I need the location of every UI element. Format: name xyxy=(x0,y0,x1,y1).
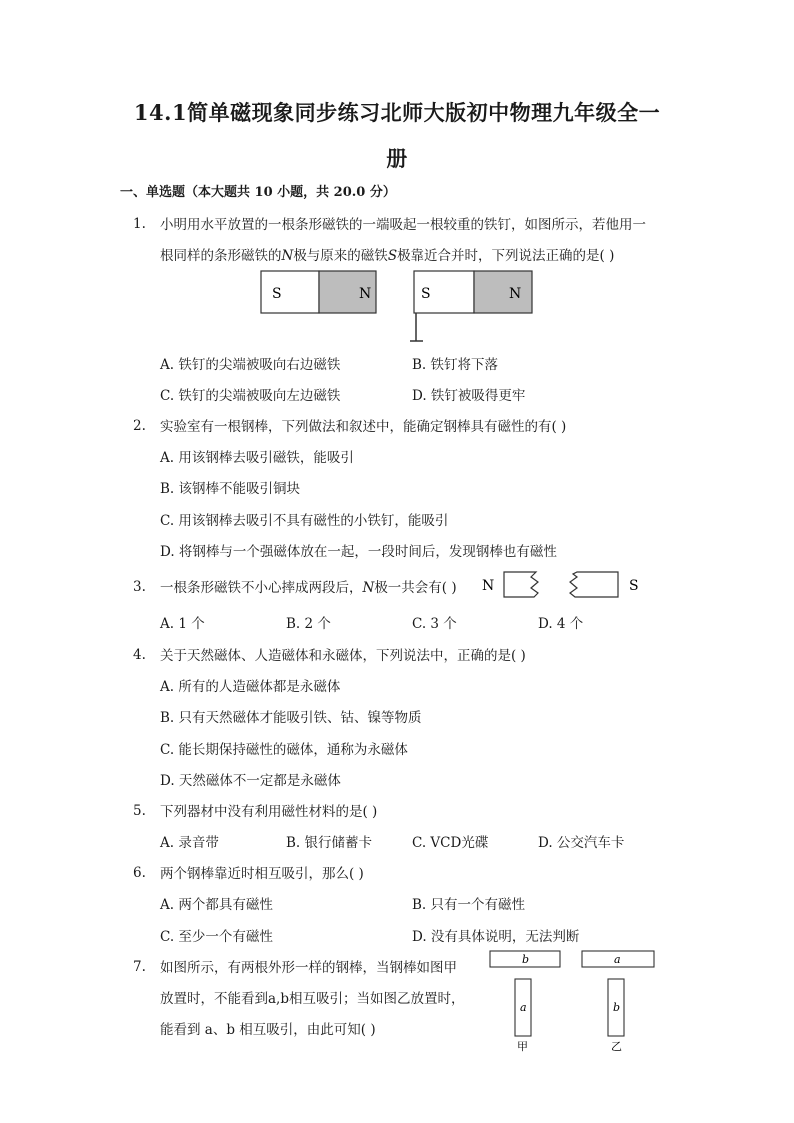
option-d[interactable]: D. 4 个 xyxy=(538,616,584,632)
option-c[interactable]: C. 用该钢棒去吸引不具有磁性的小铁钉，能吸引 xyxy=(160,513,449,529)
bar-yi-horizontal-label: a xyxy=(614,953,621,966)
question-number: 4. xyxy=(133,647,146,663)
question-text: 两个钢棒靠近时相互吸引，那么( ) xyxy=(160,866,364,882)
section-heading: 一、单选题（本大题共 10 小题，共 20.0 分） xyxy=(120,185,396,200)
option-c[interactable]: C. 3 个 xyxy=(412,616,457,632)
option-b[interactable]: B. 铁钉将下落 xyxy=(412,357,499,373)
option-b[interactable]: B. 该钢棒不能吸引铜块 xyxy=(160,481,301,497)
option-a[interactable]: A. 铁钉的尖端被吸向右边磁铁 xyxy=(160,357,341,373)
figure-yi-label: 乙 xyxy=(611,1040,622,1053)
option-c[interactable]: C. 铁钉的尖端被吸向左边磁铁 xyxy=(160,388,341,404)
magnet-right-s-label: S xyxy=(421,286,431,302)
question-text: 一根条形磁铁不小心摔成两段后，N极一共会有( ) xyxy=(160,580,457,596)
broken-magnet-s-label: S xyxy=(629,578,639,594)
steel-bars-figure xyxy=(486,946,661,1054)
option-d[interactable]: D. 铁钉被吸得更牢 xyxy=(412,388,526,404)
option-b[interactable]: B. 只有天然磁体才能吸引铁、钴、镍等物质 xyxy=(160,710,422,726)
option-d[interactable]: D. 没有具体说明，无法判断 xyxy=(412,929,580,945)
magnet-left-n-label: N xyxy=(359,286,372,302)
document-title-continued: 册 xyxy=(386,146,408,171)
broken-magnet-figure xyxy=(480,566,645,604)
option-c[interactable]: C. 能长期保持磁性的磁体，通称为永磁体 xyxy=(160,742,408,758)
question-number: 7. xyxy=(133,959,146,975)
magnet-right-n-label: N xyxy=(509,286,522,302)
bar-jia-horizontal-label: b xyxy=(522,953,530,966)
question-number: 6. xyxy=(133,865,146,881)
question-number: 1. xyxy=(133,216,146,232)
figure-jia-label: 甲 xyxy=(517,1040,528,1053)
bar-yi-vertical-label: b xyxy=(613,1001,621,1014)
document-title: 14.1简单磁现象同步练习北师大版初中物理九年级全一 xyxy=(133,100,661,125)
question-text: 小明用水平放置的一根条形磁铁的一端吸起一根较重的铁钉，如图所示，若他用一 xyxy=(160,217,646,233)
question-text: 关于天然磁体、人造磁体和永磁体，下列说法中，正确的是( ) xyxy=(160,648,526,664)
question-text: 下列器材中没有利用磁性材料的是( ) xyxy=(160,804,378,820)
bar-jia-vertical-label: a xyxy=(520,1001,527,1014)
option-c[interactable]: C. VCD光碟 xyxy=(412,835,489,851)
magnet-right-n-half xyxy=(474,271,532,313)
question-text: 实验室有一根钢棒，下列做法和叙述中，能确定钢棒具有磁性的有( ) xyxy=(160,419,567,435)
option-d[interactable]: D. 将钢棒与一个强磁体放在一起，一段时间后，发现钢棒也有磁性 xyxy=(160,544,557,560)
option-d[interactable]: D. 公交汽车卡 xyxy=(538,835,625,851)
broken-magnet-n-label: N xyxy=(482,578,495,594)
question-text: 如图所示，有两根外形一样的钢棒，当钢棒如图甲 xyxy=(160,960,457,976)
option-b[interactable]: B. 2 个 xyxy=(286,616,331,632)
option-a[interactable]: A. 1 个 xyxy=(160,616,205,632)
magnets-nail-figure xyxy=(255,268,545,348)
question-text: 能看到 a、b 相互吸引，由此可知( ) xyxy=(160,1022,376,1038)
magnet-left-s-label: S xyxy=(272,286,282,302)
magnet-piece-left xyxy=(504,572,538,597)
option-c[interactable]: C. 至少一个有磁性 xyxy=(160,929,273,945)
magnet-piece-right xyxy=(570,572,618,597)
question-number: 2. xyxy=(133,418,146,434)
option-a[interactable]: A. 所有的人造磁体都是永磁体 xyxy=(160,679,341,695)
question-text: 根同样的条形磁铁的N极与原来的磁铁S极靠近合并时，下列说法正确的是( ) xyxy=(160,248,615,264)
question-text: 放置时，不能看到a,b相互吸引；当如图乙放置时， xyxy=(160,991,465,1007)
question-number: 3. xyxy=(133,579,146,595)
option-a[interactable]: A. 录音带 xyxy=(160,835,219,851)
option-d[interactable]: D. 天然磁体不一定都是永磁体 xyxy=(160,773,341,789)
question-number: 5. xyxy=(133,803,146,819)
option-b[interactable]: B. 银行储蓄卡 xyxy=(286,835,373,851)
magnet-left-s-half xyxy=(261,271,319,313)
option-b[interactable]: B. 只有一个有磁性 xyxy=(412,897,526,913)
option-a[interactable]: A. 用该钢棒去吸引磁铁，能吸引 xyxy=(160,450,354,466)
option-a[interactable]: A. 两个都具有磁性 xyxy=(160,897,273,913)
